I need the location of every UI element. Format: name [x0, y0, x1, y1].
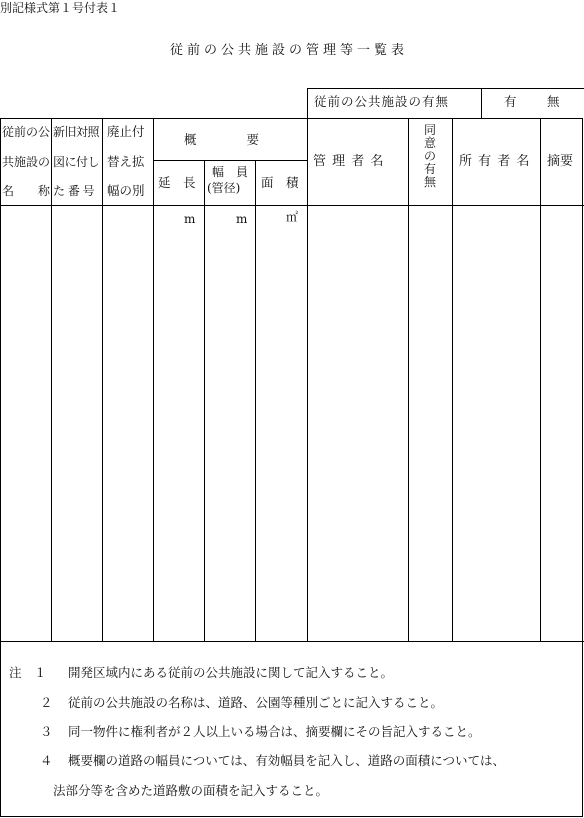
note-number-2: ２	[40, 695, 53, 710]
col2-header-line2: 図に付し	[53, 155, 100, 169]
area-header: 面 積	[261, 175, 299, 190]
col3-header-line2: 替え拡	[107, 154, 145, 169]
existence-yes[interactable]: 有	[504, 94, 517, 109]
width-header-line1: 幅 員	[212, 165, 249, 179]
column-divider	[102, 118, 103, 641]
note-number-1: 注 １	[9, 665, 47, 680]
note-text-3: 同一物件に権利者が２人以上いる場合は、摘要欄にその旨記入すること。	[68, 724, 481, 739]
page-title: 従前の公共施設の管理等一覧表	[170, 43, 409, 58]
existence-divider	[481, 88, 482, 118]
table-bottom-line	[0, 641, 584, 642]
col1-header-line2: 共施設の	[2, 155, 51, 169]
col2-header-line3: た 番 号	[53, 184, 95, 198]
column-divider	[153, 118, 154, 641]
col1-header-line3: 名 称	[2, 184, 51, 198]
header-bottom-line	[0, 205, 584, 206]
consent-char: 同	[423, 123, 436, 137]
column-divider	[540, 118, 541, 641]
width-header-line2: (管径)	[207, 181, 241, 195]
consent-char: の	[423, 148, 436, 163]
note-text-4-continued: 法部分等を含めた道路敷の面積を記入すること。	[53, 783, 329, 798]
remarks-header: 摘要	[547, 154, 574, 169]
col1-header-line1: 従前の公	[2, 125, 51, 139]
form-number: 別記様式第１号付表１	[0, 1, 121, 15]
col3-header-line3: 幅の別	[107, 183, 145, 198]
column-divider	[255, 160, 256, 641]
note-text-2: 従前の公共施設の名称は、道路、公園等種別ごとに記入すること。	[68, 695, 444, 710]
owner-header: 所 有 者 名	[459, 154, 531, 169]
column-divider	[452, 118, 453, 641]
consent-char: 有	[423, 161, 436, 176]
existence-label: 従前の公共施設の有無	[314, 94, 450, 109]
width-unit: m	[236, 212, 248, 226]
note-text-1: 開発区域内にある従前の公共施設に関して記入すること。	[68, 665, 394, 680]
note-number-3: ３	[40, 724, 53, 739]
note-number-4: ４	[40, 753, 53, 768]
overview-subheader-line	[153, 160, 307, 161]
length-unit: m	[184, 212, 196, 226]
length-header: 延 長	[158, 175, 196, 190]
column-divider	[204, 160, 205, 641]
note-text-4: 概要欄の道路の幅員については、有効幅員を記入し、道路の面積については、	[68, 753, 506, 768]
col3-header-line1: 廃止付	[107, 124, 145, 139]
consent-char: 無	[423, 174, 436, 189]
consent-char: 意	[423, 135, 436, 150]
column-divider	[307, 118, 308, 641]
manager-header: 管 理 者 名	[313, 154, 385, 169]
col2-header-line1: 新旧対照	[53, 125, 100, 139]
overview-header: 概 要	[184, 132, 260, 147]
existence-no[interactable]: 無	[547, 94, 560, 109]
column-divider	[51, 118, 52, 641]
area-unit: ㎡	[286, 210, 299, 224]
consent-header	[422, 124, 438, 189]
column-divider	[408, 118, 409, 641]
